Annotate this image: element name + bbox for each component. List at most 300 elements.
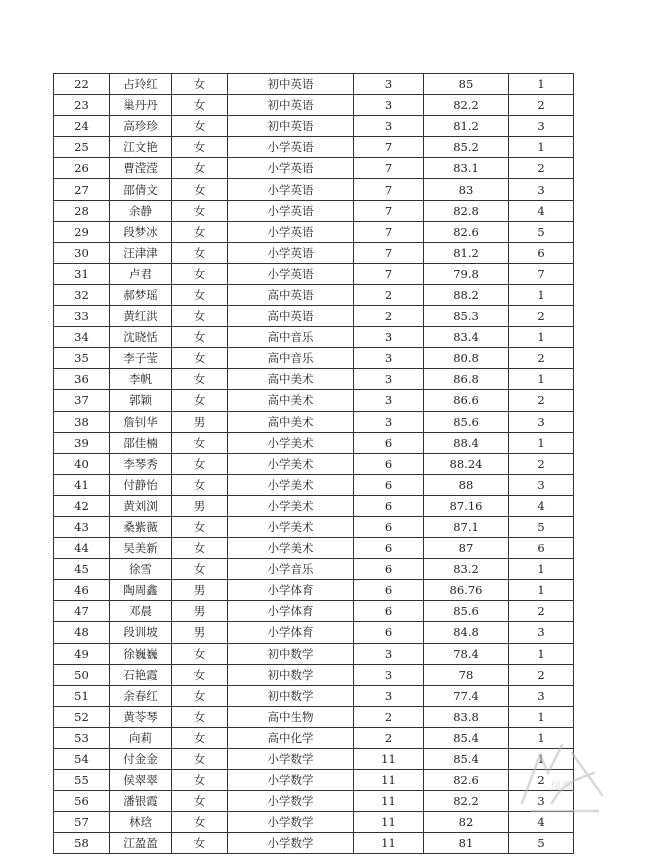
- cell-subject: 小学体育: [228, 601, 354, 622]
- watermark-text: 凤凰: [549, 780, 575, 794]
- table-row: [54, 749, 574, 770]
- cell-score: 86.6: [424, 390, 509, 411]
- cell-gender: 女: [172, 137, 228, 158]
- cell-score: 85.4: [424, 727, 509, 748]
- cell-name: 向莉: [110, 727, 172, 748]
- cell-count: 6: [354, 580, 424, 601]
- cell-score: 88.24: [424, 453, 509, 474]
- cell-no: 24: [54, 116, 110, 137]
- cell-rank: 2: [509, 95, 574, 116]
- table-row: [54, 770, 574, 791]
- cell-rank: 5: [509, 833, 574, 854]
- cell-name: 李琴秀: [110, 453, 172, 474]
- cell-gender: 女: [172, 95, 228, 116]
- cell-count: 2: [354, 306, 424, 327]
- cell-subject: 初中数学: [228, 685, 354, 706]
- cell-name: 郭颖: [110, 390, 172, 411]
- cell-score: 86.8: [424, 369, 509, 390]
- cell-score: 88.4: [424, 432, 509, 453]
- cell-subject: 小学数学: [228, 791, 354, 812]
- cell-score: 78.4: [424, 643, 509, 664]
- cell-gender: 女: [172, 706, 228, 727]
- cell-no: 42: [54, 495, 110, 516]
- cell-name: 邵倩文: [110, 179, 172, 200]
- cell-count: 3: [354, 664, 424, 685]
- cell-count: 7: [354, 263, 424, 284]
- cell-name: 李子莹: [110, 348, 172, 369]
- cell-score: 82.8: [424, 200, 509, 221]
- cell-gender: 女: [172, 474, 228, 495]
- cell-subject: 高中英语: [228, 306, 354, 327]
- cell-name: 汪津津: [110, 242, 172, 263]
- cell-score: 82.2: [424, 95, 509, 116]
- cell-subject: 小学美术: [228, 474, 354, 495]
- cell-count: 11: [354, 749, 424, 770]
- cell-score: 85.4: [424, 749, 509, 770]
- cell-no: 54: [54, 749, 110, 770]
- cell-name: 江文艳: [110, 137, 172, 158]
- cell-name: 付金金: [110, 749, 172, 770]
- cell-subject: 初中英语: [228, 116, 354, 137]
- cell-name: 江盈盈: [110, 833, 172, 854]
- table-row: [54, 74, 574, 95]
- cell-no: 43: [54, 516, 110, 537]
- cell-subject: 小学数学: [228, 833, 354, 854]
- cell-rank: 1: [509, 706, 574, 727]
- cell-no: 31: [54, 263, 110, 284]
- table-row: [54, 116, 574, 137]
- cell-no: 34: [54, 327, 110, 348]
- cell-subject: 初中英语: [228, 74, 354, 95]
- cell-name: 吴美新: [110, 538, 172, 559]
- cell-gender: 女: [172, 833, 228, 854]
- cell-gender: 女: [172, 791, 228, 812]
- cell-rank: 1: [509, 369, 574, 390]
- cell-score: 83.1: [424, 158, 509, 179]
- table-row: [54, 263, 574, 284]
- cell-gender: 女: [172, 559, 228, 580]
- cell-no: 41: [54, 474, 110, 495]
- cell-no: 48: [54, 622, 110, 643]
- cell-rank: 2: [509, 390, 574, 411]
- cell-count: 3: [354, 116, 424, 137]
- cell-rank: 1: [509, 327, 574, 348]
- cell-gender: 男: [172, 622, 228, 643]
- cell-no: 30: [54, 242, 110, 263]
- cell-subject: 高中美术: [228, 390, 354, 411]
- cell-count: 7: [354, 158, 424, 179]
- cell-subject: 小学数学: [228, 749, 354, 770]
- cell-score: 84.8: [424, 622, 509, 643]
- cell-subject: 小学美术: [228, 453, 354, 474]
- cell-count: 3: [354, 327, 424, 348]
- cell-count: 6: [354, 516, 424, 537]
- cell-subject: 小学英语: [228, 137, 354, 158]
- cell-rank: 2: [509, 664, 574, 685]
- table-row: [54, 369, 574, 390]
- cell-subject: 高中音乐: [228, 327, 354, 348]
- cell-rank: 4: [509, 200, 574, 221]
- cell-count: 11: [354, 833, 424, 854]
- cell-name: 侯翠翠: [110, 770, 172, 791]
- cell-count: 3: [354, 95, 424, 116]
- cell-count: 2: [354, 706, 424, 727]
- cell-subject: 小学英语: [228, 179, 354, 200]
- table-row: [54, 432, 574, 453]
- cell-rank: 2: [509, 306, 574, 327]
- cell-count: 6: [354, 559, 424, 580]
- cell-name: 詹钊华: [110, 411, 172, 432]
- cell-name: 陶周鑫: [110, 580, 172, 601]
- table-row: [54, 200, 574, 221]
- table-row: [54, 221, 574, 242]
- cell-score: 80.8: [424, 348, 509, 369]
- cell-no: 39: [54, 432, 110, 453]
- cell-score: 85: [424, 74, 509, 95]
- cell-rank: 1: [509, 74, 574, 95]
- cell-score: 83.2: [424, 559, 509, 580]
- table-row: [54, 538, 574, 559]
- cell-rank: 3: [509, 622, 574, 643]
- table-row: [54, 327, 574, 348]
- table-row: [54, 242, 574, 263]
- cell-gender: 女: [172, 306, 228, 327]
- cell-no: 45: [54, 559, 110, 580]
- cell-rank: 1: [509, 580, 574, 601]
- cell-subject: 小学美术: [228, 538, 354, 559]
- cell-no: 46: [54, 580, 110, 601]
- cell-subject: 小学美术: [228, 516, 354, 537]
- cell-rank: 3: [509, 179, 574, 200]
- cell-subject: 小学英语: [228, 242, 354, 263]
- cell-score: 85.6: [424, 601, 509, 622]
- cell-gender: 女: [172, 453, 228, 474]
- cell-gender: 女: [172, 74, 228, 95]
- cell-no: 47: [54, 601, 110, 622]
- cell-subject: 小学美术: [228, 495, 354, 516]
- cell-count: 6: [354, 495, 424, 516]
- cell-name: 段梦冰: [110, 221, 172, 242]
- cell-rank: 4: [509, 495, 574, 516]
- cell-gender: 女: [172, 685, 228, 706]
- cell-no: 38: [54, 411, 110, 432]
- cell-name: 邵佳楠: [110, 432, 172, 453]
- cell-rank: 6: [509, 242, 574, 263]
- table-row: [54, 559, 574, 580]
- cell-subject: 小学美术: [228, 432, 354, 453]
- table-row: [54, 580, 574, 601]
- cell-subject: 高中化学: [228, 727, 354, 748]
- cell-gender: 女: [172, 538, 228, 559]
- cell-count: 6: [354, 453, 424, 474]
- cell-count: 11: [354, 791, 424, 812]
- table-row: [54, 685, 574, 706]
- cell-rank: 1: [509, 643, 574, 664]
- table-row: [54, 812, 574, 833]
- cell-no: 44: [54, 538, 110, 559]
- cell-name: 邓晨: [110, 601, 172, 622]
- cell-no: 52: [54, 706, 110, 727]
- cell-name: 徐巍巍: [110, 643, 172, 664]
- table-row: [54, 601, 574, 622]
- cell-gender: 男: [172, 495, 228, 516]
- cell-no: 57: [54, 812, 110, 833]
- cell-gender: 女: [172, 749, 228, 770]
- cell-subject: 高中生物: [228, 706, 354, 727]
- cell-name: 黄刘浏: [110, 495, 172, 516]
- cell-no: 25: [54, 137, 110, 158]
- cell-no: 29: [54, 221, 110, 242]
- cell-score: 88.2: [424, 284, 509, 305]
- cell-gender: 女: [172, 770, 228, 791]
- cell-count: 3: [354, 74, 424, 95]
- cell-rank: 1: [509, 137, 574, 158]
- cell-score: 88: [424, 474, 509, 495]
- cell-name: 徐雪: [110, 559, 172, 580]
- cell-name: 巢丹丹: [110, 95, 172, 116]
- cell-name: 石艳霞: [110, 664, 172, 685]
- cell-subject: 高中美术: [228, 369, 354, 390]
- cell-rank: 3: [509, 474, 574, 495]
- table-row: [54, 474, 574, 495]
- cell-subject: 小学英语: [228, 221, 354, 242]
- cell-name: 段训坡: [110, 622, 172, 643]
- cell-rank: 2: [509, 601, 574, 622]
- cell-count: 3: [354, 348, 424, 369]
- cell-no: 35: [54, 348, 110, 369]
- cell-rank: 1: [509, 432, 574, 453]
- cell-name: 郝梦瑶: [110, 284, 172, 305]
- cell-score: 81: [424, 833, 509, 854]
- cell-score: 85.3: [424, 306, 509, 327]
- cell-name: 余静: [110, 200, 172, 221]
- cell-rank: 2: [509, 158, 574, 179]
- cell-count: 3: [354, 411, 424, 432]
- cell-name: 林琀: [110, 812, 172, 833]
- cell-no: 26: [54, 158, 110, 179]
- table-row: [54, 284, 574, 305]
- cell-score: 82: [424, 812, 509, 833]
- cell-score: 83.4: [424, 327, 509, 348]
- cell-score: 79.8: [424, 263, 509, 284]
- cell-rank: 3: [509, 116, 574, 137]
- cell-gender: 女: [172, 200, 228, 221]
- cell-gender: 女: [172, 242, 228, 263]
- cell-rank: 5: [509, 516, 574, 537]
- cell-no: 49: [54, 643, 110, 664]
- cell-score: 85.6: [424, 411, 509, 432]
- table-row: [54, 664, 574, 685]
- cell-rank: 1: [509, 284, 574, 305]
- cell-no: 22: [54, 74, 110, 95]
- cell-no: 32: [54, 284, 110, 305]
- table-row: [54, 95, 574, 116]
- cell-count: 11: [354, 770, 424, 791]
- cell-rank: 1: [509, 749, 574, 770]
- cell-subject: 高中美术: [228, 411, 354, 432]
- cell-name: 占玲红: [110, 74, 172, 95]
- cell-no: 58: [54, 833, 110, 854]
- table-row: [54, 791, 574, 812]
- cell-rank: 2: [509, 453, 574, 474]
- cell-score: 83.8: [424, 706, 509, 727]
- cell-gender: 女: [172, 390, 228, 411]
- cell-no: 23: [54, 95, 110, 116]
- cell-count: 3: [354, 685, 424, 706]
- cell-name: 李帆: [110, 369, 172, 390]
- cell-count: 11: [354, 812, 424, 833]
- cell-name: 沈晓恬: [110, 327, 172, 348]
- cell-count: 7: [354, 137, 424, 158]
- cell-subject: 高中音乐: [228, 348, 354, 369]
- cell-count: 7: [354, 221, 424, 242]
- cell-gender: 男: [172, 580, 228, 601]
- cell-gender: 女: [172, 179, 228, 200]
- cell-subject: 初中英语: [228, 95, 354, 116]
- cell-gender: 男: [172, 411, 228, 432]
- cell-gender: 女: [172, 432, 228, 453]
- cell-no: 27: [54, 179, 110, 200]
- cell-no: 28: [54, 200, 110, 221]
- cell-rank: 4: [509, 812, 574, 833]
- cell-name: 桑紫薇: [110, 516, 172, 537]
- cell-score: 82.6: [424, 770, 509, 791]
- cell-no: 33: [54, 306, 110, 327]
- table-row: [54, 453, 574, 474]
- cell-count: 6: [354, 474, 424, 495]
- cell-gender: 女: [172, 812, 228, 833]
- cell-no: 40: [54, 453, 110, 474]
- cell-gender: 女: [172, 221, 228, 242]
- table-row: [54, 390, 574, 411]
- cell-gender: 女: [172, 369, 228, 390]
- cell-score: 86.76: [424, 580, 509, 601]
- cell-count: 2: [354, 284, 424, 305]
- cell-subject: 小学英语: [228, 263, 354, 284]
- table-row: [54, 158, 574, 179]
- cell-count: 6: [354, 432, 424, 453]
- cell-rank: 5: [509, 221, 574, 242]
- cell-name: 曹滢滢: [110, 158, 172, 179]
- cell-no: 36: [54, 369, 110, 390]
- cell-gender: 女: [172, 664, 228, 685]
- table-row: [54, 727, 574, 748]
- table-row: [54, 833, 574, 854]
- cell-score: 81.2: [424, 116, 509, 137]
- cell-rank: 2: [509, 770, 574, 791]
- cell-count: 7: [354, 200, 424, 221]
- cell-subject: 小学音乐: [228, 559, 354, 580]
- table-row: [54, 622, 574, 643]
- cell-rank: 6: [509, 538, 574, 559]
- cell-subject: 小学体育: [228, 580, 354, 601]
- cell-rank: 1: [509, 727, 574, 748]
- cell-rank: 2: [509, 348, 574, 369]
- cell-gender: 女: [172, 116, 228, 137]
- table-row: [54, 516, 574, 537]
- cell-subject: 初中数学: [228, 664, 354, 685]
- cell-score: 87.1: [424, 516, 509, 537]
- cell-no: 53: [54, 727, 110, 748]
- score-table: [53, 73, 574, 854]
- cell-gender: 女: [172, 348, 228, 369]
- cell-no: 56: [54, 791, 110, 812]
- table-row: [54, 706, 574, 727]
- table-row: [54, 643, 574, 664]
- cell-rank: 3: [509, 685, 574, 706]
- cell-no: 51: [54, 685, 110, 706]
- cell-score: 82.6: [424, 221, 509, 242]
- table-row: [54, 179, 574, 200]
- cell-gender: 女: [172, 327, 228, 348]
- cell-score: 78: [424, 664, 509, 685]
- cell-subject: 高中英语: [228, 284, 354, 305]
- cell-gender: 女: [172, 516, 228, 537]
- cell-count: 3: [354, 643, 424, 664]
- cell-count: 6: [354, 622, 424, 643]
- cell-subject: 小学体育: [228, 622, 354, 643]
- table-row: [54, 137, 574, 158]
- table-row: [54, 495, 574, 516]
- cell-count: 3: [354, 369, 424, 390]
- cell-name: 卢君: [110, 263, 172, 284]
- cell-name: 付静怡: [110, 474, 172, 495]
- score-table-body: [54, 74, 574, 854]
- cell-score: 81.2: [424, 242, 509, 263]
- cell-name: 潘银霞: [110, 791, 172, 812]
- watermark-logo: [502, 733, 622, 823]
- cell-score: 82.2: [424, 791, 509, 812]
- cell-count: 7: [354, 179, 424, 200]
- table-row: [54, 306, 574, 327]
- cell-name: 余春红: [110, 685, 172, 706]
- cell-count: 7: [354, 242, 424, 263]
- cell-no: 37: [54, 390, 110, 411]
- cell-rank: 7: [509, 263, 574, 284]
- cell-no: 50: [54, 664, 110, 685]
- cell-score: 87: [424, 538, 509, 559]
- cell-rank: 1: [509, 559, 574, 580]
- cell-gender: 女: [172, 263, 228, 284]
- cell-name: 高珍珍: [110, 116, 172, 137]
- cell-name: 黄红洪: [110, 306, 172, 327]
- cell-score: 77.4: [424, 685, 509, 706]
- cell-gender: 男: [172, 601, 228, 622]
- cell-count: 6: [354, 538, 424, 559]
- cell-rank: 3: [509, 411, 574, 432]
- cell-subject: 小学英语: [228, 158, 354, 179]
- cell-gender: 女: [172, 284, 228, 305]
- cell-score: 83: [424, 179, 509, 200]
- table-row: [54, 411, 574, 432]
- cell-subject: 初中数学: [228, 643, 354, 664]
- cell-no: 55: [54, 770, 110, 791]
- cell-gender: 女: [172, 643, 228, 664]
- cell-gender: 女: [172, 727, 228, 748]
- cell-subject: 小学数学: [228, 812, 354, 833]
- cell-score: 87.16: [424, 495, 509, 516]
- table-row: [54, 348, 574, 369]
- cell-count: 2: [354, 727, 424, 748]
- cell-count: 3: [354, 390, 424, 411]
- cell-gender: 女: [172, 158, 228, 179]
- cell-rank: 3: [509, 791, 574, 812]
- cell-name: 黄苓琴: [110, 706, 172, 727]
- cell-subject: 小学数学: [228, 770, 354, 791]
- cell-score: 85.2: [424, 137, 509, 158]
- cell-subject: 小学英语: [228, 200, 354, 221]
- cell-count: 6: [354, 601, 424, 622]
